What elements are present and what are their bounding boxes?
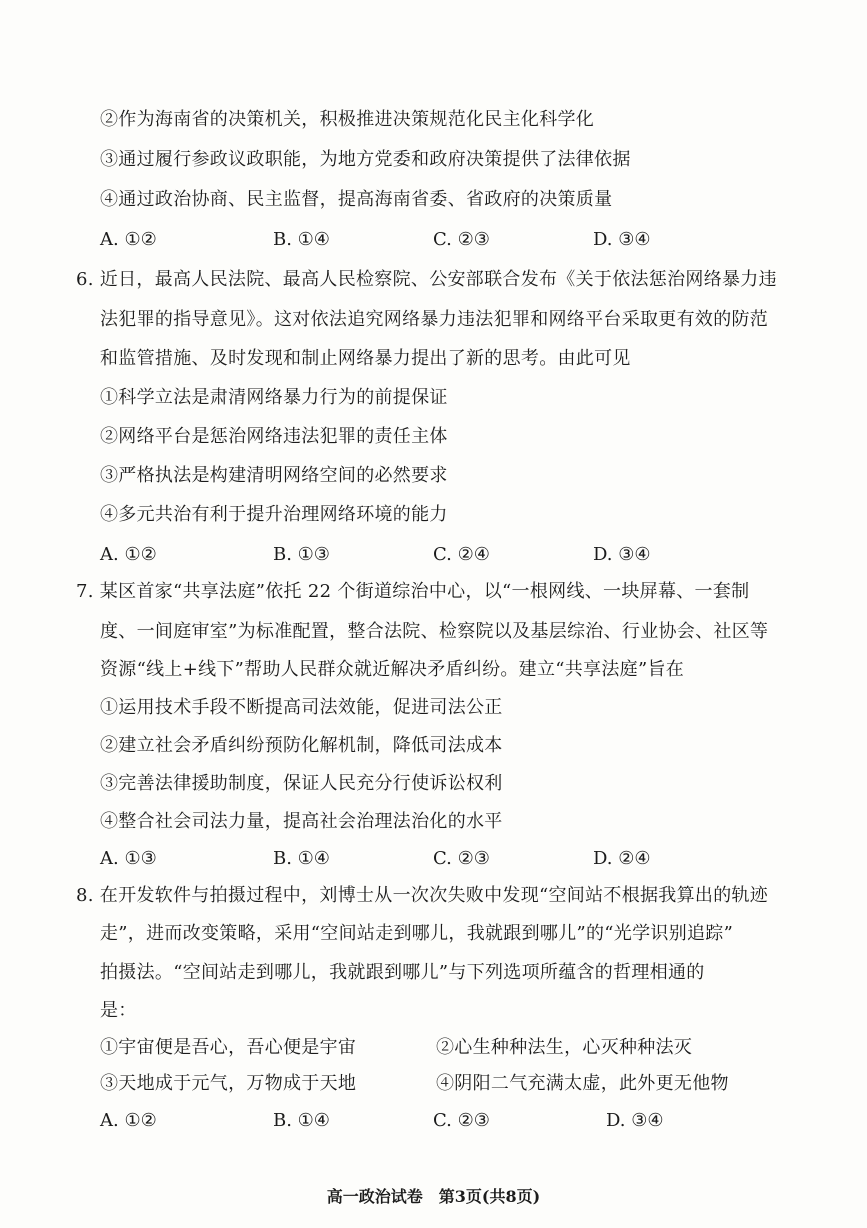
q8-stem-line-2: 走”，进而改变策略，采用“空间站走到哪儿，我就跟到哪儿”的“光学识别追踪” (100, 923, 734, 944)
q8-option-a: A. ①② (100, 1110, 157, 1131)
q6-stem-line-2: 法犯罪的指导意见》。这对依法追究网络暴力违法犯罪和网络平台采取更有效的防范 (100, 309, 769, 330)
q6-option-b: B. ①③ (273, 544, 330, 565)
q6-option-a: A. ①② (100, 544, 157, 565)
q8-item-3: ③天地成于元气，万物成于天地 (100, 1073, 357, 1094)
q7-stem-line-1: 7. 某区首家“共享法庭”依托 22 个街道综治中心，以“一根网线、一块屏幕、一套制 (76, 581, 750, 602)
q8-option-d: D. ③④ (606, 1110, 664, 1131)
q6-option-d: D. ③④ (593, 544, 651, 565)
q7-item-1: ①运用技术手段不断提高司法效能，促进司法公正 (100, 697, 503, 718)
q7-option-a: A. ①③ (100, 848, 157, 869)
q8-stem-line-1: 8. 在开发软件与拍摄过程中，刘博士从一次次失败中发现“空间站不根据我算出的轨迹 (76, 885, 769, 906)
q8-option-b: B. ①④ (273, 1110, 330, 1131)
q6-item-3: ③严格执法是构建清明网络空间的必然要求 (100, 465, 448, 486)
q6-item-4: ④多元共治有利于提升治理网络环境的能力 (100, 504, 448, 525)
q5-item-4: ④通过政治协商、民主监督，提高海南省委、省政府的决策质量 (100, 189, 613, 210)
q6-option-c: C. ②④ (433, 544, 490, 565)
q8-item-4: ④阴阳二气充满太虚，此外更无他物 (436, 1073, 729, 1094)
q8-stem-line-3: 拍摄法。“空间站走到哪儿，我就跟到哪儿”与下列选项所蕴含的哲理相通的 (100, 962, 705, 983)
q8-item-1: ①宇宙便是吾心，吾心便是宇宙 (100, 1037, 357, 1058)
q5-item-3: ③通过履行参政议政职能，为地方党委和政府决策提供了法律依据 (100, 149, 631, 170)
q8-item-2: ②心生种种法生，心灭种种法灭 (436, 1037, 693, 1058)
q7-option-b: B. ①④ (273, 848, 330, 869)
q5-option-b: B. ①④ (273, 229, 330, 250)
q7-item-2: ②建立社会矛盾纠纷预防化解机制，降低司法成本 (100, 735, 503, 756)
page-footer: 高一政治试卷 第3页(共8页) (326, 1187, 541, 1206)
q8-stem-line-4: 是： (100, 1000, 137, 1021)
q5-item-2: ②作为海南省的决策机关，积极推进决策规范化民主化科学化 (100, 109, 595, 130)
q7-item-3: ③完善法律援助制度，保证人民充分行使诉讼权利 (100, 773, 503, 794)
q7-stem-line-3: 资源“线上+线下”帮助人民群众就近解决矛盾纠纷。建立“共享法庭”旨在 (100, 659, 685, 680)
q7-stem-line-2: 度、一间庭审室”为标准配置，整合法院、检察院以及基层综治、行业协会、社区等 (100, 621, 769, 642)
q6-stem-line-1: 6. 近日，最高人民法院、最高人民检察院、公安部联合发布《关于依法惩治网络暴力违 (76, 269, 777, 290)
q5-option-a: A. ①② (100, 229, 157, 250)
q6-item-1: ①科学立法是肃清网络暴力行为的前提保证 (100, 387, 448, 408)
q7-item-4: ④整合社会司法力量，提高社会治理法治化的水平 (100, 811, 503, 832)
q7-option-d: D. ②④ (593, 848, 651, 869)
q5-option-c: C. ②③ (433, 229, 490, 250)
q6-item-2: ②网络平台是惩治网络违法犯罪的责任主体 (100, 426, 448, 447)
q6-stem-line-3: 和监管措施、及时发现和制止网络暴力提出了新的思考。由此可见 (100, 348, 631, 369)
q7-option-c: C. ②③ (433, 848, 490, 869)
q5-option-d: D. ③④ (593, 229, 651, 250)
q8-option-c: C. ②③ (433, 1110, 490, 1131)
